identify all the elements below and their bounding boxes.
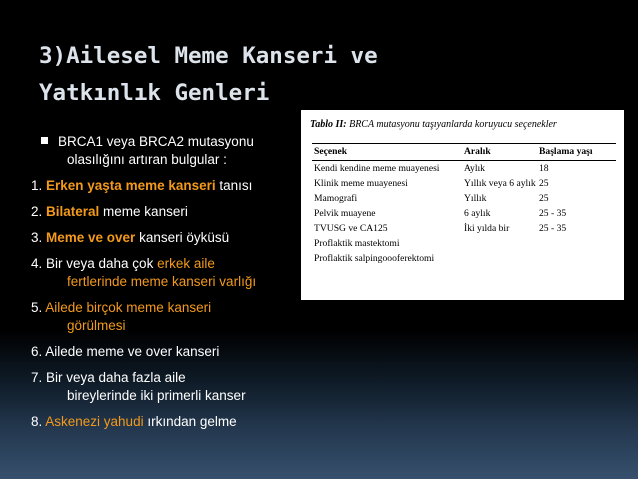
table-caption-label: Tablo II: xyxy=(310,119,347,130)
table-cell: 25 xyxy=(539,178,549,189)
list-item-5 xyxy=(31,299,301,317)
bullet-list xyxy=(31,133,301,431)
brca-options-table xyxy=(301,110,624,300)
table-row xyxy=(312,236,616,251)
table-cell: Kendi kendine meme muayenesi xyxy=(314,163,440,174)
table-row xyxy=(312,206,616,221)
item-2-number: 2. xyxy=(31,204,47,219)
square-bullet-icon xyxy=(41,137,48,144)
item-8-highlight: Askenezi yahudi xyxy=(45,414,144,429)
table-row xyxy=(312,251,616,266)
table-row xyxy=(312,176,616,191)
item-3-number: 3. xyxy=(31,230,47,245)
item-4-highlight: erkek aile xyxy=(157,256,215,271)
item-2-rest: meme kanseri xyxy=(99,204,188,219)
item-4-text: 4. Bir veya daha çok xyxy=(31,256,158,271)
list-item-1 xyxy=(31,177,301,195)
table-row xyxy=(312,161,616,176)
table-cell: 25 xyxy=(539,193,549,204)
item-5-highlight: Ailede birçok meme kanseri xyxy=(45,300,212,315)
slide-title xyxy=(39,38,479,112)
item-5-number: 5. xyxy=(31,300,46,315)
item-1-highlight: Erken yaşta meme kanseri xyxy=(46,178,216,193)
header-cell-start-age: Başlama yaşı xyxy=(539,146,593,157)
table-row xyxy=(312,221,616,236)
list-item-7: 7. Bir veya daha fazla aile xyxy=(31,370,186,385)
table-cell: Yıllık veya 6 aylık xyxy=(464,178,536,189)
table-cell: Proflaktik mastektomi xyxy=(314,238,400,249)
slide-title-line-1: 3)Ailesel Meme Kanseri ve xyxy=(39,43,378,69)
intro-line-2: olasılığını artıran bulgular : xyxy=(67,152,227,167)
item-3-highlight: Meme ve over xyxy=(46,230,136,245)
item-2-highlight: Bilateral xyxy=(46,204,100,219)
item-8-number: 8. xyxy=(31,414,46,429)
table-cell: 25 - 35 xyxy=(539,223,567,234)
table-cell: Klinik meme muayenesi xyxy=(314,178,408,189)
header-cell-interval: Aralık xyxy=(464,146,491,157)
table-cell: Aylık xyxy=(464,163,485,174)
table-caption-text: BRCA mutasyonu taşıyanlarda koruyucu seçenekler xyxy=(346,119,557,130)
list-item-6: 6. Ailede meme ve over kanseri xyxy=(31,344,220,359)
table-cell: Mamografi xyxy=(314,193,358,204)
list-item-2 xyxy=(31,203,301,221)
item-7-line-2: bireylerinde iki primerli kanser xyxy=(67,388,246,403)
item-4-line-2: fertlerinde meme kanseri varlığı xyxy=(67,274,257,289)
table-cell: İki yılda bir xyxy=(464,223,510,234)
table-cell: Pelvik muayene xyxy=(314,208,376,219)
table-cell: Yıllık xyxy=(464,193,487,204)
intro-bullet xyxy=(31,133,301,151)
table-cell: 18 xyxy=(539,163,549,174)
item-1-rest: tanısı xyxy=(215,178,253,193)
table-cell: 25 - 35 xyxy=(539,208,567,219)
table-row xyxy=(312,191,616,206)
table-cell: 6 aylık xyxy=(464,208,491,219)
list-item-3 xyxy=(31,229,301,247)
table-caption xyxy=(310,119,620,130)
item-3-rest: kanseri öyküsü xyxy=(135,230,230,245)
list-item-4 xyxy=(31,255,301,273)
table-cell: TVUSG ve CA125 xyxy=(314,223,388,234)
item-8-rest: ırkından gelme xyxy=(143,414,237,429)
table-header-row xyxy=(312,143,616,161)
header-cell-option: Seçenek xyxy=(314,146,348,157)
slide-title-line-2: Yatkınlık Genleri xyxy=(39,80,270,106)
table-cell: Proflaktik salpingoooferektomi xyxy=(314,253,435,264)
list-item-8 xyxy=(31,413,301,431)
item-1-number: 1. xyxy=(31,178,47,193)
item-5-line-2: görülmesi xyxy=(67,318,126,333)
intro-line-1: BRCA1 veya BRCA2 mutasyonu xyxy=(58,134,254,149)
table-grid xyxy=(312,143,616,266)
